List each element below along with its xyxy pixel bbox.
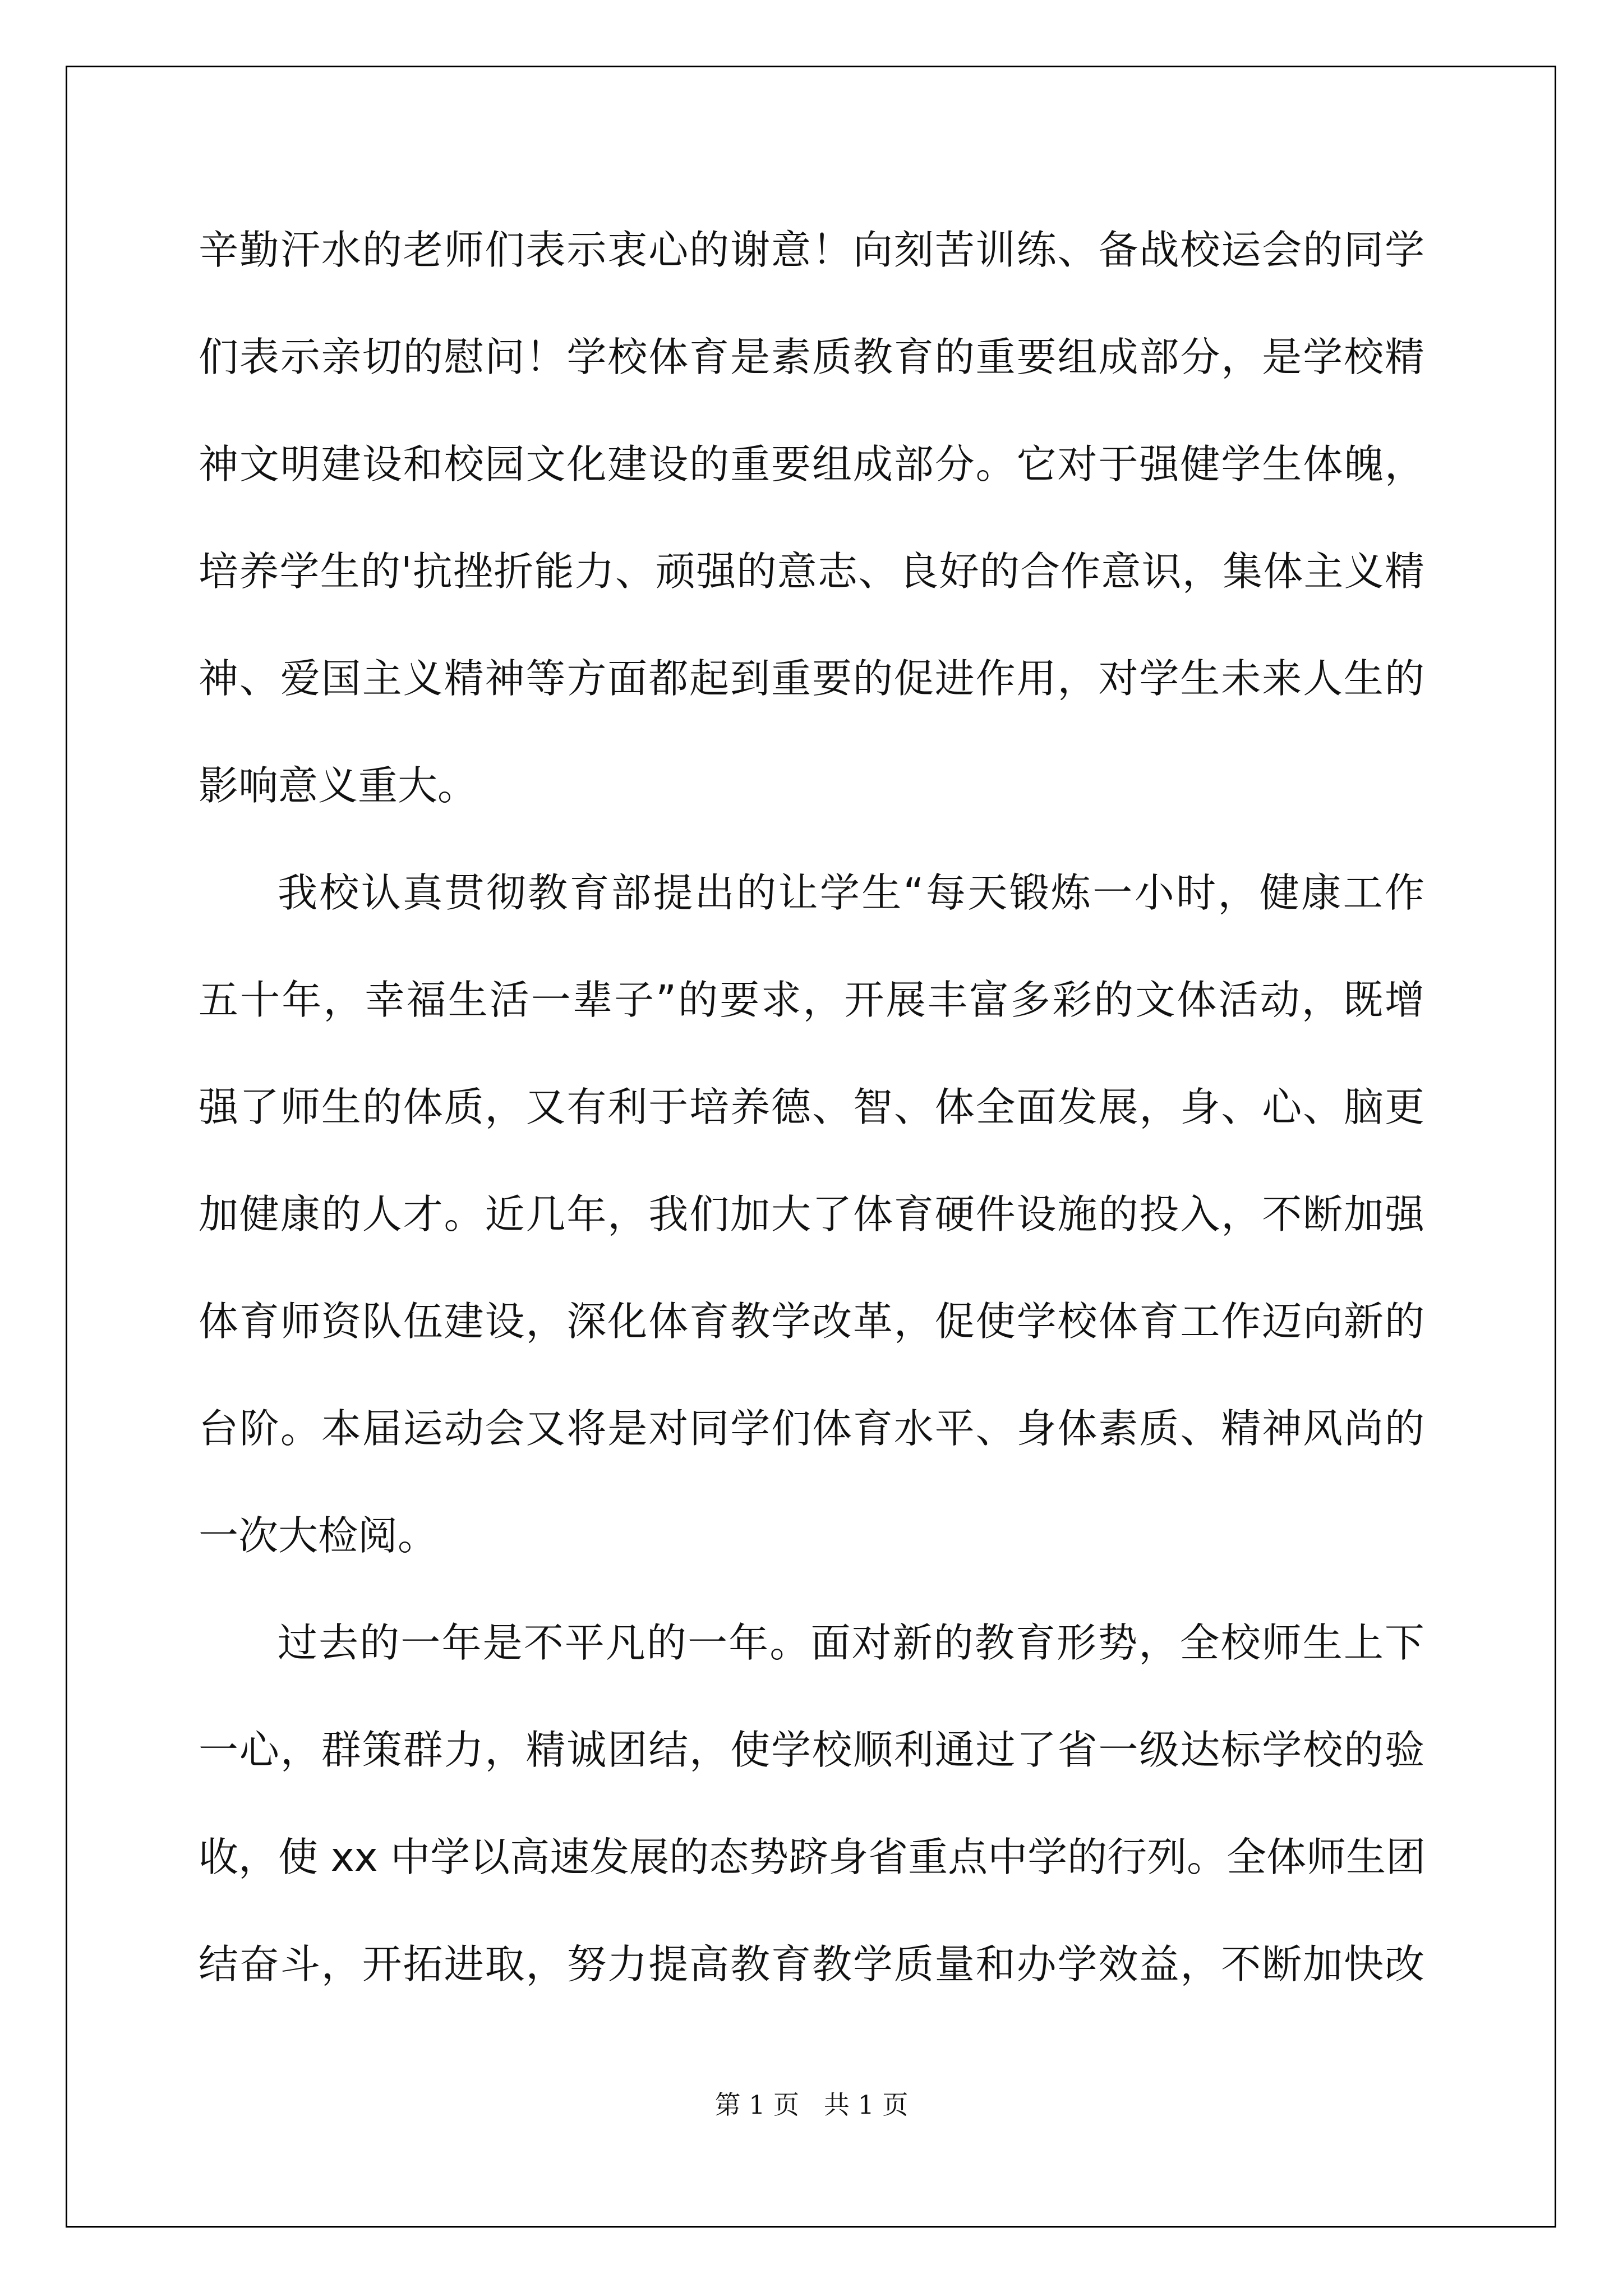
paragraph-1-line-6: 影响意义重大。 <box>199 762 478 809</box>
paragraph-1-line-1: 辛勤汗水的老师们表示衷心的谢意！向刻苦训练、备战校运会的同学 <box>199 227 1424 273</box>
paragraph-1-line-5: 神、爱国主义精神等方面都起到重要的促进作用，对学生未来人生的 <box>199 655 1424 702</box>
paragraph-1-line-4: 培养学生的'抗挫折能力、顽强的意志、良好的合作意识，集体主义精 <box>199 548 1424 595</box>
paragraph-3-line-4: 结奋斗，开拓进取，努力提高教育教学质量和办学效益，不断加快改 <box>199 1941 1424 1987</box>
paragraph-2-line-7: 一次大检阅。 <box>199 1512 438 1559</box>
paragraph-3-line-3: 收，使 xx 中学以高速发展的态势跻身省重点中学的行列。全体师生团 <box>199 1834 1426 1880</box>
page-number: 第 1 页 共 1 页 <box>714 2090 909 2120</box>
paragraph-3-line-2: 一心，群策群力，精诚团结，使学校顺利通过了省一级达标学校的验 <box>199 1727 1424 1773</box>
paragraph-2-line-2: 五十年，幸福生活一辈子”的要求，开展丰富多彩的文体活动，既增 <box>199 977 1424 1023</box>
paragraph-2-line-4: 加健康的人才。近几年，我们加大了体育硬件设施的投入，不断加强 <box>199 1191 1424 1237</box>
paragraph-2-line-6: 台阶。本届运动会又将是对同学们体育水平、身体素质、精神风尚的 <box>199 1405 1424 1452</box>
paragraph-2-line-1: 我校认真贯彻教育部提出的让学生“每天锻炼一小时，健康工作 <box>278 869 1424 916</box>
paragraph-2-line-5: 体育师资队伍建设，深化体育教学改革，促使学校体育工作迈向新的 <box>199 1298 1424 1345</box>
paragraph-3-line-1: 过去的一年是不平凡的一年。面对新的教育形势，全校师生上下 <box>278 1619 1424 1666</box>
paragraph-2-line-3: 强了师生的体质，又有利于培养德、智、体全面发展，身、心、脑更 <box>199 1084 1424 1130</box>
paragraph-1-line-2: 们表示亲切的慰问！学校体育是素质教育的重要组成部分，是学校精 <box>199 334 1424 380</box>
paragraph-1-line-3: 神文明建设和校园文化建设的重要组成部分。它对于强健学生体魄， <box>199 441 1424 487</box>
